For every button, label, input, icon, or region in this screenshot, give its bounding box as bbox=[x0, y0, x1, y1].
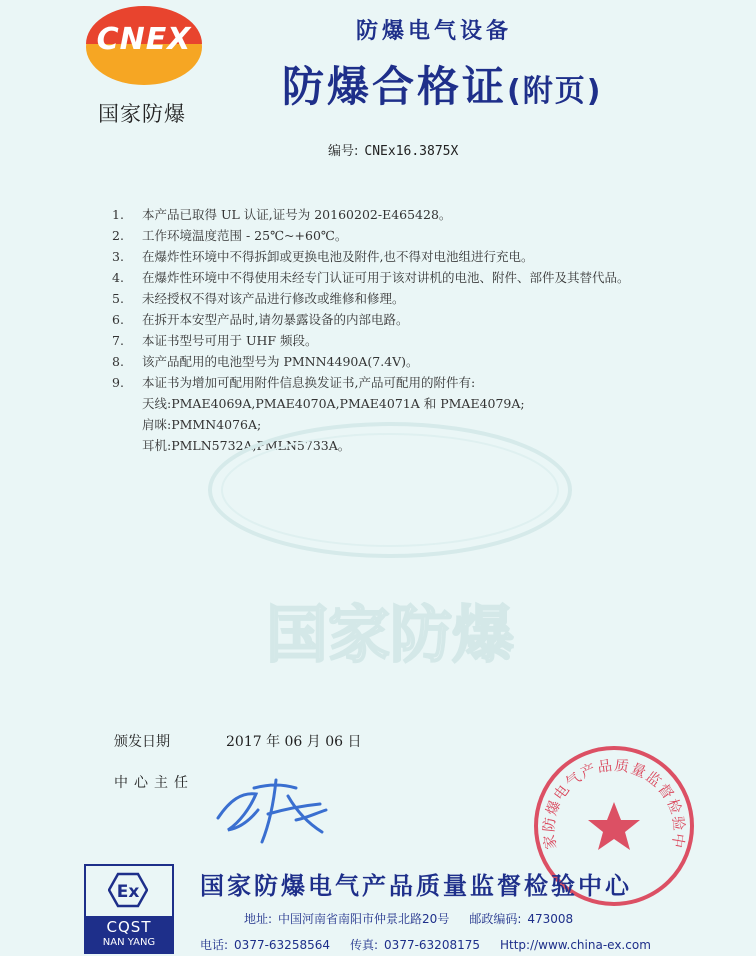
watermark-emblem bbox=[200, 420, 580, 700]
item-number: 4. bbox=[112, 270, 124, 285]
watermark-text: 国家防爆 bbox=[265, 598, 515, 671]
document-title-sub: (附页) bbox=[507, 74, 603, 109]
item-number: 7. bbox=[112, 333, 124, 348]
postcode-label: 邮政编码: bbox=[469, 912, 522, 926]
fax-label: 传真: bbox=[350, 938, 379, 952]
phone-value: 0377-63258564 bbox=[234, 938, 330, 952]
item-number: 2. bbox=[112, 228, 124, 243]
postcode-value: 473008 bbox=[527, 912, 574, 926]
list-item bbox=[112, 372, 712, 393]
list-item bbox=[112, 267, 712, 288]
ex-hexagon-icon bbox=[108, 872, 148, 908]
fax-value: 0377-63208175 bbox=[384, 938, 480, 952]
cqst-city: NAN YANG bbox=[102, 937, 156, 948]
item-number: 1. bbox=[112, 207, 124, 222]
item-text: 该产品配用的电池型号为 PMNN4490A(7.4V)。 bbox=[142, 354, 419, 369]
item-text: 本产品已取得 UL 认证,证号为 20160202-E465428。 bbox=[142, 207, 452, 222]
director-label: 中心主任 bbox=[114, 775, 194, 791]
cqst-logo bbox=[84, 864, 174, 954]
accessory-speaker-mic: 肩咪:PMMN4076A; bbox=[142, 417, 262, 432]
list-item bbox=[112, 309, 712, 330]
list-item bbox=[112, 330, 712, 351]
list-item bbox=[112, 225, 712, 246]
certificate-number-label: 编号: bbox=[328, 144, 359, 159]
item-text: 在拆开本安型产品时,请勿暴露设备的内部电路。 bbox=[142, 312, 409, 327]
accessory-antenna: 天线:PMAE4069A,PMAE4070A,PMAE4071A 和 PMAE4079A; bbox=[142, 396, 525, 411]
address-label: 地址: bbox=[244, 912, 273, 926]
logo-text: CNEX bbox=[96, 22, 192, 57]
issue-date-value: 2017 年 06 月 06 日 bbox=[226, 734, 362, 750]
list-item bbox=[112, 204, 712, 225]
certificate-number bbox=[328, 140, 458, 159]
item-text: 本证书型号可用于 UHF 频段。 bbox=[142, 333, 318, 348]
item-number: 9. bbox=[112, 375, 124, 390]
phone-label: 电话: bbox=[200, 938, 229, 952]
certificate-number-value: CNEx16.3875X bbox=[364, 144, 459, 159]
list-item bbox=[112, 246, 712, 267]
footer-contact-line bbox=[200, 936, 657, 953]
item-text: 未经授权不得对该产品进行修改或维修和修理。 bbox=[142, 291, 405, 306]
document-title bbox=[282, 54, 602, 114]
item-text: 工作环境温度范围 - 25℃~+60℃。 bbox=[142, 228, 348, 243]
ex-mark-text: Ex bbox=[116, 882, 140, 902]
document-title-main: 防爆合格证 bbox=[282, 62, 508, 111]
item-text: 在爆炸性环境中不得拆卸或更换电池及附件,也不得对电池组进行充电。 bbox=[142, 249, 534, 264]
item-number: 8. bbox=[112, 354, 124, 369]
conditions-list bbox=[112, 204, 712, 456]
director-signature bbox=[210, 770, 340, 850]
item-text: 在爆炸性环境中不得使用未经专门认证可用于该对讲机的电池、附件、部件及其替代品。 bbox=[142, 270, 630, 285]
document-category: 防爆电气设备 bbox=[356, 19, 513, 44]
cnex-logo bbox=[82, 6, 206, 88]
cqst-name: CQST bbox=[106, 918, 152, 936]
embossed-watermark bbox=[200, 420, 580, 700]
seal-ring-text: 家防爆电气产品质量监督检验中 bbox=[541, 758, 687, 851]
list-item bbox=[112, 288, 712, 309]
item-number: 3. bbox=[112, 249, 124, 264]
footer-organization: 国家防爆电气产品质量监督检验中心 bbox=[200, 871, 632, 900]
item-number: 5. bbox=[112, 291, 124, 306]
accessory-earpiece: 耳机:PMLN5732A,PMLN5733A。 bbox=[142, 438, 351, 453]
issue-date-label: 颁发日期 bbox=[114, 734, 170, 750]
logo-subtitle: 国家防爆 bbox=[98, 102, 186, 126]
address-value: 中国河南省南阳市仲景北路20号 bbox=[278, 912, 450, 926]
list-item bbox=[112, 351, 712, 372]
website-link[interactable]: Http://www.china-ex.com bbox=[500, 938, 651, 952]
item-text: 本证书为增加可配用附件信息换发证书,产品可配用的附件有: bbox=[142, 375, 476, 390]
footer-address-line bbox=[244, 910, 579, 927]
item-number: 6. bbox=[112, 312, 124, 327]
